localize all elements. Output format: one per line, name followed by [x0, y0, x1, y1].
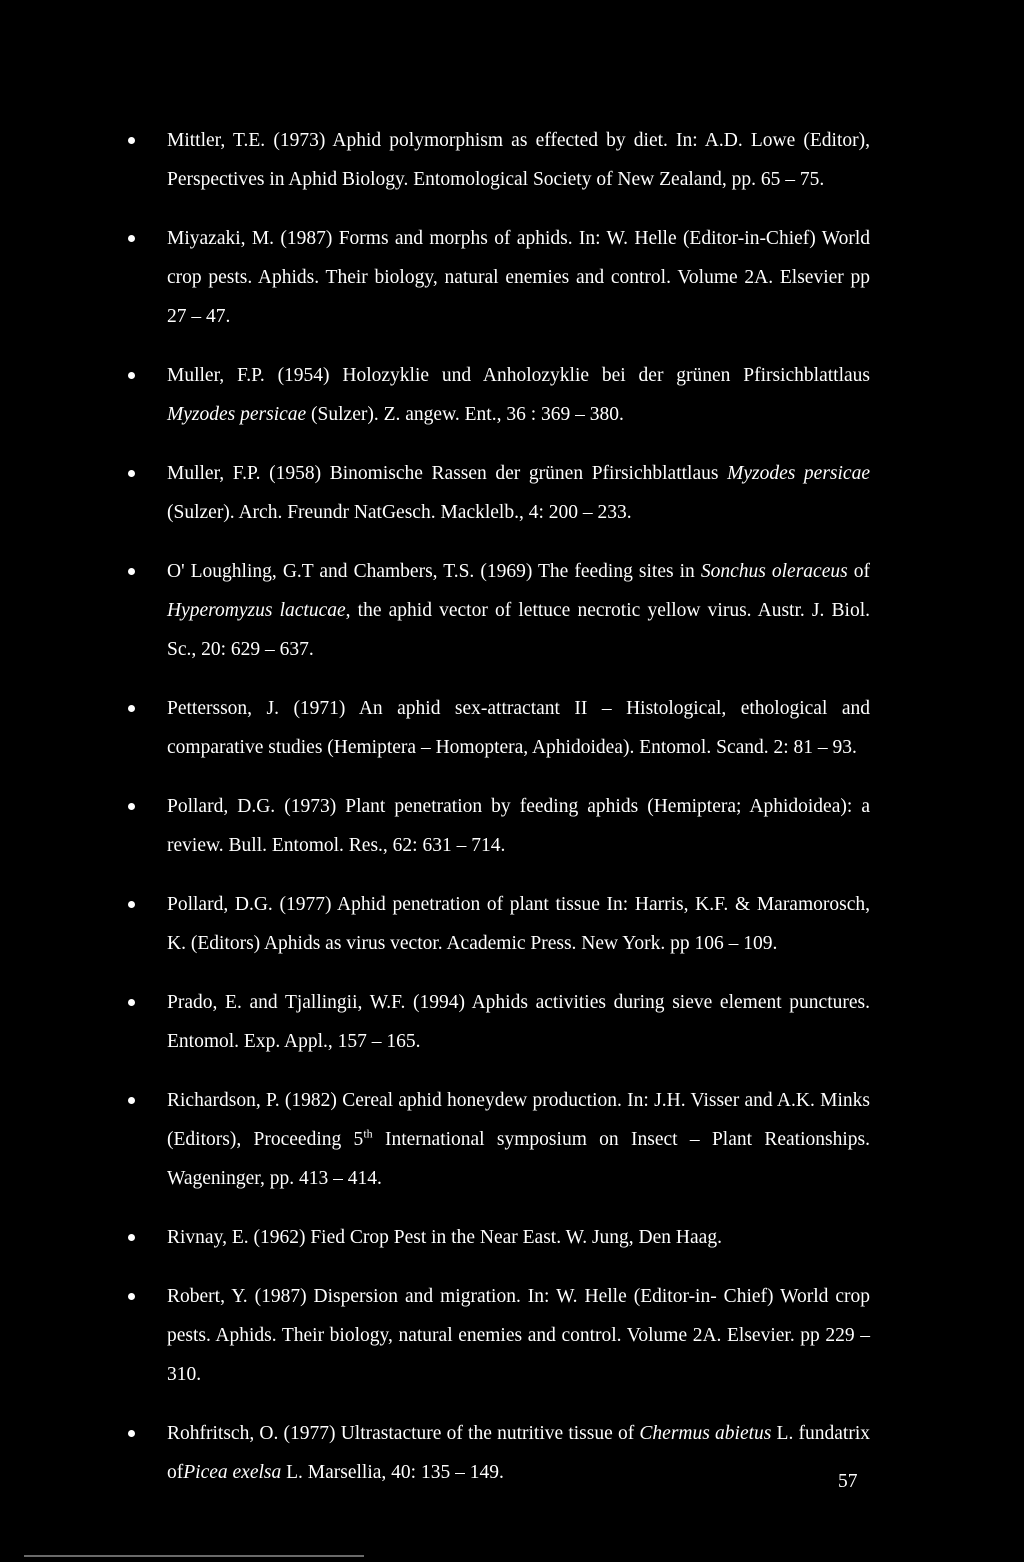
reference-entry-muller-1954 [125, 356, 870, 434]
species-name: Hyperomyzus lactucae [167, 600, 346, 621]
reference-text: Pollard, D.G. (1973) Plant penetration by feeding aphids (Hemiptera; Aphidoidea): a review. Bull. Entomol. Res., 62: 631 – 714. [167, 796, 870, 856]
species-name: Sonchus oleraceus [700, 561, 848, 582]
reference-text: Prado, E. and Tjallingii, W.F. (1994) Aphids activities during sieve element punctures. Entomol. Exp. Appl., 157 – 165. [167, 992, 870, 1052]
bullet-icon [128, 568, 135, 575]
bullet-icon [128, 999, 135, 1006]
reference-text: O' Loughling, G.T and Chambers, T.S. (1969) The feeding sites in [167, 561, 701, 582]
bullet-icon [128, 901, 135, 908]
reference-text: International symposium on Insect – Plant Reationships. Wageninger, pp. 413 – 414. [167, 1129, 870, 1189]
reference-text: (Sulzer). Arch. Freundr NatGesch. Macklelb., 4: 200 – 233. [167, 502, 632, 523]
reference-text: Robert, Y. (1987) Dispersion and migration. In: W. Helle (Editor-in- Chief) World crop pests. Aphids. Their biology, natural enemies and control. Volume 2A. Elsevier. pp 229 – 310. [167, 1286, 870, 1385]
reference-entry-miyazaki [125, 219, 870, 336]
bullet-icon [128, 705, 135, 712]
reference-entry-prado [125, 983, 870, 1061]
reference-text: L. Marsellia, 40: 135 – 149. [281, 1462, 504, 1483]
bullet-icon [128, 1430, 135, 1437]
reference-entry-rivnay [125, 1218, 870, 1257]
bullet-icon [128, 1234, 135, 1241]
reference-text: Rivnay, E. (1962) Fied Crop Pest in the Near East. W. Jung, Den Haag. [167, 1227, 722, 1248]
reference-entry-pettersson [125, 689, 870, 767]
bottom-rule [24, 1555, 364, 1557]
species-name: Myzodes persicae [727, 463, 870, 484]
bullet-icon [128, 1293, 135, 1300]
reference-entry-robert [125, 1277, 870, 1394]
page-number: 57 [838, 1471, 858, 1492]
reference-entry-rohfritsch [125, 1414, 870, 1492]
species-name: Myzodes persicae [167, 404, 307, 425]
reference-text: Miyazaki, M. (1987) Forms and morphs of aphids. In: W. Helle (Editor-in-Chief) World crop pests. Aphids. Their biology, natural enemies and control. Volume 2A. Elsevier pp 27 – 47. [167, 228, 870, 327]
bullet-icon [128, 470, 135, 477]
reference-entry-muller-1958 [125, 454, 870, 532]
bullet-icon [128, 137, 135, 144]
reference-entry-richardson [125, 1081, 870, 1198]
bullet-icon [128, 803, 135, 810]
reference-list [125, 121, 870, 1492]
reference-text: , the aphid vector of lettuce necrotic yellow virus. Austr. J. Biol. Sc., 20: 629 – 637. [167, 600, 870, 660]
reference-entry-mittler [125, 121, 870, 199]
bullet-icon [128, 1097, 135, 1104]
reference-entry-oloughling [125, 552, 870, 669]
reference-text: (Sulzer). Z. angew. Ent., 36 : 369 – 380. [306, 404, 624, 425]
reference-text: Pettersson, J. (1971) An aphid sex-attractant II – Histological, ethological and comparative studies (Hemiptera – Homoptera, Aphidoidea). Entomol. Scand. 2: 81 – 93. [167, 698, 870, 758]
superscript: th [363, 1126, 373, 1141]
species-name: Chermus abietus [639, 1423, 772, 1444]
reference-text: Richardson, P. (1982) Cereal aphid honeydew production. In: J.H. Visser and A.K. Minks (Editors), Proceeding 5 [167, 1090, 870, 1150]
species-name: Picea exelsa [183, 1462, 282, 1483]
reference-text: Muller, F.P. (1954) Holozyklie und Anholozyklie bei der grünen Pfirsichblattlaus [167, 365, 870, 386]
bullet-icon [128, 372, 135, 379]
reference-text: of [847, 561, 870, 582]
bullet-icon [128, 235, 135, 242]
reference-text: Muller, F.P. (1958) Binomische Rassen der grünen Pfirsichblattlaus [167, 463, 728, 484]
reference-text: Mittler, T.E. (1973) Aphid polymorphism as effected by diet. In: A.D. Lowe (Editor), Perspectives in Aphid Biology. Entomological Society of New Zealand, pp. 65 – 75. [167, 130, 870, 190]
reference-entry-pollard-1977 [125, 885, 870, 963]
reference-text: Rohfritsch, O. (1977) Ultrastacture of the nutritive tissue of [167, 1423, 640, 1444]
reference-text: Pollard, D.G. (1977) Aphid penetration of plant tissue In: Harris, K.F. & Maramorosch, K. (Editors) Aphids as virus vector. Academic Press. New York. pp 106 – 109. [167, 894, 870, 954]
reference-text: L. fundatrix of [167, 1423, 871, 1483]
reference-entry-pollard-1973 [125, 787, 870, 865]
